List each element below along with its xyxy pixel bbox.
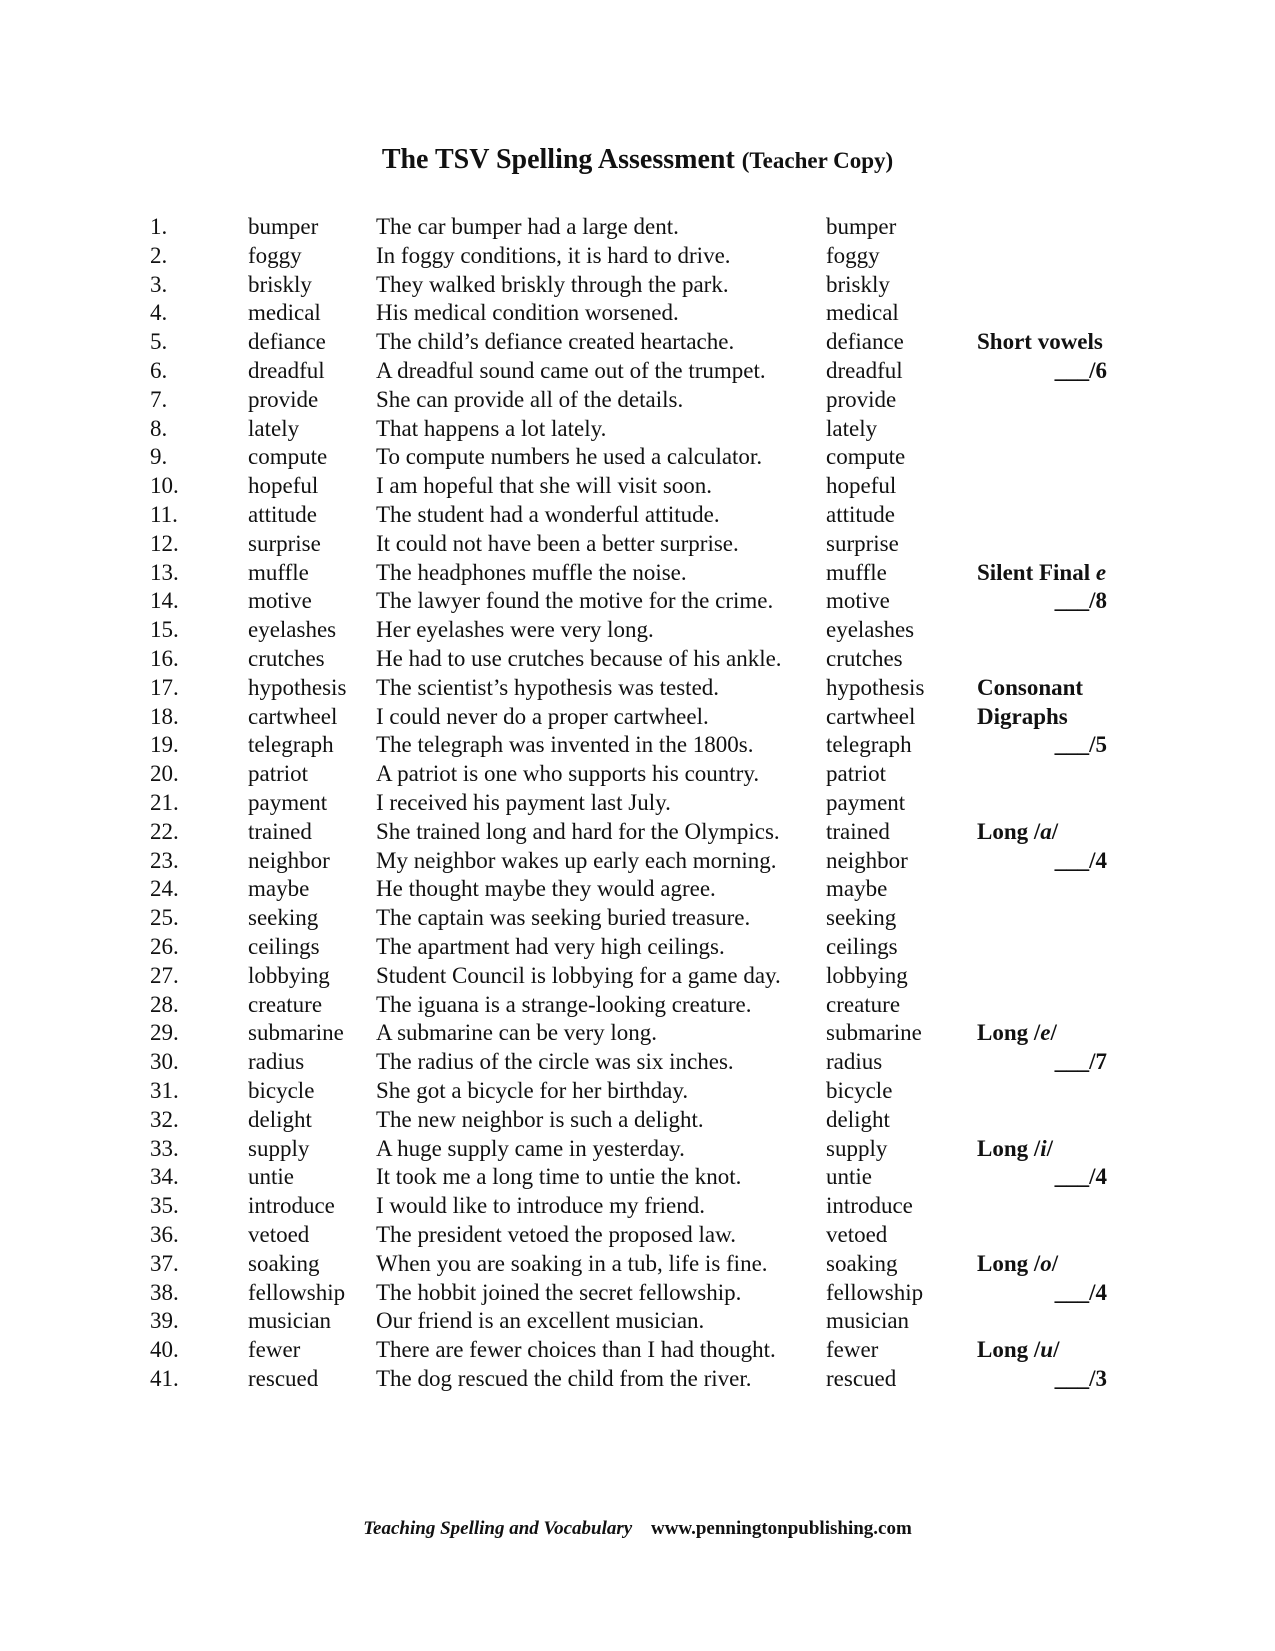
item-word: radius [248, 1049, 305, 1075]
item-answer: delight [826, 1106, 890, 1132]
item-word: soaking [248, 1250, 320, 1276]
item-answer: lately [826, 415, 878, 441]
item-sentence: I would like to introduce my friend. [376, 1193, 705, 1219]
item-sentence: The president vetoed the proposed law. [376, 1222, 737, 1247]
item-number: 17. [150, 674, 179, 700]
item-number: 21. [150, 790, 179, 815]
item-answer: fewer [826, 1337, 879, 1363]
item-answer: supply [826, 1135, 888, 1161]
category-label [977, 327, 1103, 356]
list-item [0, 529, 1275, 558]
item-answer: submarine [826, 1020, 922, 1046]
list-item [0, 1306, 1275, 1335]
item-answer: radius [826, 1049, 883, 1075]
item-word: fewer [248, 1337, 301, 1363]
item-number: 24. [150, 876, 179, 902]
list-item [0, 874, 1275, 903]
item-sentence: The telegraph was invented in the 1800s. [376, 732, 754, 758]
item-number: 12. [150, 530, 179, 556]
item-word: patriot [248, 761, 309, 787]
item-word: attitude [248, 502, 317, 527]
item-word: medical [248, 300, 321, 326]
category-label-text: Short vowels [977, 329, 1103, 355]
category-score: ___/5 [1054, 732, 1107, 758]
item-word: creature [248, 991, 323, 1017]
category-suffix: / [1050, 1020, 1057, 1046]
item-number: 38. [150, 1279, 179, 1305]
item-word: introduce [248, 1193, 335, 1219]
item-word: maybe [248, 876, 310, 902]
category-label [977, 558, 1106, 587]
item-answer: briskly [826, 271, 890, 297]
item-word: seeking [248, 905, 319, 931]
item-answer: surprise [826, 530, 899, 556]
list-item [0, 298, 1275, 327]
list-item [0, 990, 1275, 1019]
category-letter: a [1040, 818, 1052, 844]
item-answer: eyelashes [826, 617, 915, 643]
item-number: 5. [150, 329, 168, 355]
category-label [977, 1335, 1059, 1364]
item-answer: soaking [826, 1250, 898, 1276]
item-sentence: She can provide all of the details. [376, 386, 684, 412]
item-word: submarine [248, 1020, 344, 1046]
list-item [0, 1018, 1275, 1047]
item-word: neighbor [248, 847, 330, 873]
item-number: 10. [150, 473, 179, 499]
list-item [0, 1335, 1275, 1364]
item-answer: bicycle [826, 1078, 893, 1103]
item-sentence: In foggy conditions, it is hard to drive. [376, 242, 731, 268]
item-word: motive [248, 588, 312, 614]
item-sentence: The iguana is a strange-looking creature. [376, 991, 752, 1017]
item-word: untie [248, 1164, 294, 1190]
item-sentence: His medical condition worsened. [376, 300, 679, 326]
category-label-text: Long / [977, 818, 1041, 844]
item-sentence: A submarine can be very long. [376, 1020, 658, 1046]
item-answer: lobbying [826, 962, 908, 988]
list-item [0, 1076, 1275, 1105]
item-answer: creature [826, 991, 901, 1017]
item-number: 39. [150, 1308, 179, 1334]
item-answer: bumper [826, 214, 897, 239]
item-number: 8. [150, 415, 168, 441]
item-sentence: The captain was seeking buried treasure. [376, 905, 751, 931]
category-letter: u [1040, 1337, 1054, 1363]
item-number: 1. [150, 214, 168, 239]
item-sentence: The scientist’s hypothesis was tested. [376, 674, 720, 700]
item-sentence: I could never do a proper cartwheel. [376, 703, 709, 729]
item-number: 33. [150, 1135, 179, 1161]
list-item [0, 903, 1275, 932]
item-answer: telegraph [826, 732, 912, 758]
footer [0, 1518, 1275, 1540]
list-item [0, 961, 1275, 990]
list-item [0, 673, 1275, 702]
item-word: eyelashes [248, 617, 337, 643]
category-label [977, 1134, 1053, 1163]
category-label [977, 1018, 1057, 1047]
item-word: dreadful [248, 358, 325, 383]
item-word: vetoed [248, 1222, 310, 1247]
item-number: 3. [150, 271, 168, 297]
item-number: 19. [150, 732, 179, 758]
category-label-text: Long / [977, 1337, 1041, 1363]
item-word: muffle [248, 559, 309, 585]
item-sentence: The dog rescued the child from the river. [376, 1366, 752, 1391]
item-word: briskly [248, 271, 312, 297]
list-item [0, 442, 1275, 471]
item-number: 14. [150, 588, 179, 614]
item-number: 20. [150, 761, 179, 787]
item-number: 26. [150, 934, 179, 959]
item-number: 16. [150, 646, 179, 671]
item-answer: seeking [826, 905, 897, 931]
item-answer: hopeful [826, 473, 897, 499]
item-answer: fellowship [826, 1279, 924, 1305]
item-answer: motive [826, 588, 890, 614]
list-item [0, 615, 1275, 644]
category-score: ___/4 [1054, 1279, 1107, 1305]
category-letter: e [1040, 1020, 1051, 1046]
item-word: provide [248, 386, 319, 412]
item-sentence: Our friend is an excellent musician. [376, 1308, 705, 1334]
page-title [0, 144, 1275, 176]
item-word: foggy [248, 242, 302, 268]
item-number: 40. [150, 1337, 179, 1363]
item-number: 15. [150, 617, 179, 643]
item-sentence: It took me a long time to untie the knot. [376, 1164, 742, 1190]
item-word: delight [248, 1106, 312, 1132]
item-sentence: My neighbor wakes up early each morning. [376, 847, 777, 873]
item-word: crutches [248, 646, 325, 671]
item-sentence: To compute numbers he used a calculator. [376, 444, 763, 470]
list-item [0, 788, 1275, 817]
item-sentence: The lawyer found the motive for the crime. [376, 588, 774, 614]
list-item [0, 932, 1275, 961]
item-sentence: A huge supply came in yesterday. [376, 1135, 685, 1161]
item-number: 41. [150, 1366, 179, 1391]
item-word: compute [248, 444, 328, 470]
item-sentence: The radius of the circle was six inches. [376, 1049, 734, 1075]
item-number: 18. [150, 703, 179, 729]
item-number: 7. [150, 386, 168, 412]
item-answer: foggy [826, 242, 880, 268]
list-item [0, 385, 1275, 414]
category-score: ___/4 [1054, 847, 1107, 873]
item-sentence: She trained long and hard for the Olympics. [376, 818, 780, 844]
item-word: ceilings [248, 934, 320, 959]
item-sentence: It could not have been a better surprise. [376, 530, 739, 556]
category-suffix: / [1046, 1135, 1054, 1161]
list-item [0, 817, 1275, 846]
item-number: 37. [150, 1250, 179, 1276]
list-item [0, 1249, 1275, 1278]
item-answer: vetoed [826, 1222, 888, 1247]
list-item [0, 1134, 1275, 1163]
item-answer: dreadful [826, 358, 903, 383]
item-number: 36. [150, 1222, 179, 1247]
item-word: payment [248, 790, 328, 815]
item-number: 2. [150, 242, 168, 268]
category-score: ___/8 [1054, 588, 1107, 614]
item-answer: provide [826, 386, 897, 412]
category-label-text: Digraphs [977, 703, 1068, 729]
item-number: 31. [150, 1078, 179, 1103]
item-sentence: I received his payment last July. [376, 790, 671, 815]
category-label-text: Long / [977, 1135, 1041, 1161]
list-item [0, 702, 1275, 731]
item-number: 6. [150, 358, 168, 383]
title-sub: (Teacher Copy) [741, 148, 894, 173]
item-sentence: She got a bicycle for her birthday. [376, 1078, 689, 1103]
list-item [0, 212, 1275, 241]
item-answer: cartwheel [826, 703, 916, 729]
item-sentence: A dreadful sound came out of the trumpet. [376, 358, 766, 383]
item-number: 29. [150, 1020, 179, 1046]
item-word: defiance [248, 329, 326, 355]
category-letter: i [1040, 1135, 1047, 1161]
item-answer: payment [826, 790, 906, 815]
list-item [0, 241, 1275, 270]
footer-book-title: Teaching Spelling and Vocabulary [363, 1518, 633, 1539]
item-answer: defiance [826, 329, 904, 355]
list-item [0, 414, 1275, 443]
item-sentence: The headphones muffle the noise. [376, 559, 687, 585]
item-answer: neighbor [826, 847, 908, 873]
item-answer: crutches [826, 646, 903, 671]
item-number: 11. [150, 502, 178, 527]
item-sentence: The hobbit joined the secret fellowship. [376, 1279, 742, 1305]
item-answer: rescued [826, 1366, 897, 1391]
item-number: 32. [150, 1106, 179, 1132]
category-suffix: / [1051, 1250, 1059, 1276]
list-item [0, 759, 1275, 788]
item-sentence: He thought maybe they would agree. [376, 876, 716, 902]
item-number: 4. [150, 300, 168, 326]
category-label [977, 673, 1083, 702]
category-letter: o [1040, 1250, 1052, 1276]
item-number: 34. [150, 1164, 179, 1190]
item-number: 30. [150, 1049, 179, 1075]
item-word: hopeful [248, 473, 319, 499]
item-word: fellowship [248, 1279, 346, 1305]
item-answer: ceilings [826, 934, 898, 959]
item-answer: maybe [826, 876, 888, 902]
item-sentence: When you are soaking in a tub, life is fine. [376, 1250, 768, 1276]
item-number: 35. [150, 1193, 179, 1219]
item-answer: hypothesis [826, 674, 925, 700]
item-answer: medical [826, 300, 899, 326]
item-number: 13. [150, 559, 179, 585]
item-word: rescued [248, 1366, 319, 1391]
item-word: musician [248, 1308, 332, 1334]
item-sentence: The apartment had very high ceilings. [376, 934, 725, 959]
category-score: ___/3 [1054, 1366, 1107, 1391]
item-word: lobbying [248, 962, 330, 988]
item-number: 9. [150, 444, 168, 470]
item-number: 22. [150, 818, 179, 844]
list-item [0, 471, 1275, 500]
item-number: 23. [150, 847, 179, 873]
item-sentence: Her eyelashes were very long. [376, 617, 654, 643]
item-sentence: That happens a lot lately. [376, 415, 607, 441]
item-sentence: Student Council is lobbying for a game day. [376, 962, 781, 988]
item-word: telegraph [248, 732, 334, 758]
category-label-text: Silent Final [977, 559, 1096, 585]
item-number: 28. [150, 991, 179, 1017]
item-sentence: The car bumper had a large dent. [376, 214, 679, 239]
category-label-text: Consonant [977, 674, 1084, 700]
item-answer: musician [826, 1308, 910, 1334]
item-sentence: There are fewer choices than I had thought. [376, 1337, 776, 1363]
item-answer: introduce [826, 1193, 913, 1219]
item-word: hypothesis [248, 674, 347, 700]
category-label-text: Long / [977, 1020, 1041, 1046]
category-label [977, 702, 1068, 731]
item-sentence: The student had a wonderful attitude. [376, 502, 720, 527]
list-item [0, 1220, 1275, 1249]
item-sentence: I am hopeful that she will visit soon. [376, 473, 713, 499]
item-word: supply [248, 1135, 310, 1161]
item-sentence: They walked briskly through the park. [376, 271, 729, 297]
item-sentence: He had to use crutches because of his ankle. [376, 646, 782, 671]
item-sentence: A patriot is one who supports his country. [376, 761, 760, 787]
category-suffix: / [1053, 1337, 1060, 1363]
category-suffix: / [1051, 818, 1059, 844]
item-answer: attitude [826, 502, 895, 527]
item-number: 27. [150, 962, 179, 988]
category-score: ___/4 [1054, 1164, 1107, 1190]
category-label [977, 1249, 1058, 1278]
item-answer: patriot [826, 761, 887, 787]
list-item [0, 644, 1275, 673]
item-sentence: The new neighbor is such a delight. [376, 1106, 704, 1132]
title-main: The TSV Spelling Assessment [381, 144, 735, 175]
category-score: ___/6 [1054, 358, 1107, 383]
category-label [977, 817, 1058, 846]
category-letter: e [1095, 559, 1107, 585]
list-item [0, 1105, 1275, 1134]
item-word: bumper [248, 214, 319, 239]
item-word: surprise [248, 530, 321, 556]
list-item [0, 500, 1275, 529]
item-answer: trained [826, 818, 890, 844]
item-answer: muffle [826, 559, 887, 585]
item-word: cartwheel [248, 703, 338, 729]
category-label-text: Long / [977, 1250, 1041, 1276]
list-item [0, 270, 1275, 299]
item-word: bicycle [248, 1078, 315, 1103]
item-answer: untie [826, 1164, 872, 1190]
list-item [0, 1191, 1275, 1220]
item-word: lately [248, 415, 300, 441]
item-word: trained [248, 818, 312, 844]
category-score: ___/7 [1054, 1049, 1107, 1075]
item-number: 25. [150, 905, 179, 931]
item-answer: compute [826, 444, 906, 470]
item-sentence: The child’s defiance created heartache. [376, 329, 735, 355]
footer-url: www.penningtonpublishing.com [650, 1518, 912, 1539]
